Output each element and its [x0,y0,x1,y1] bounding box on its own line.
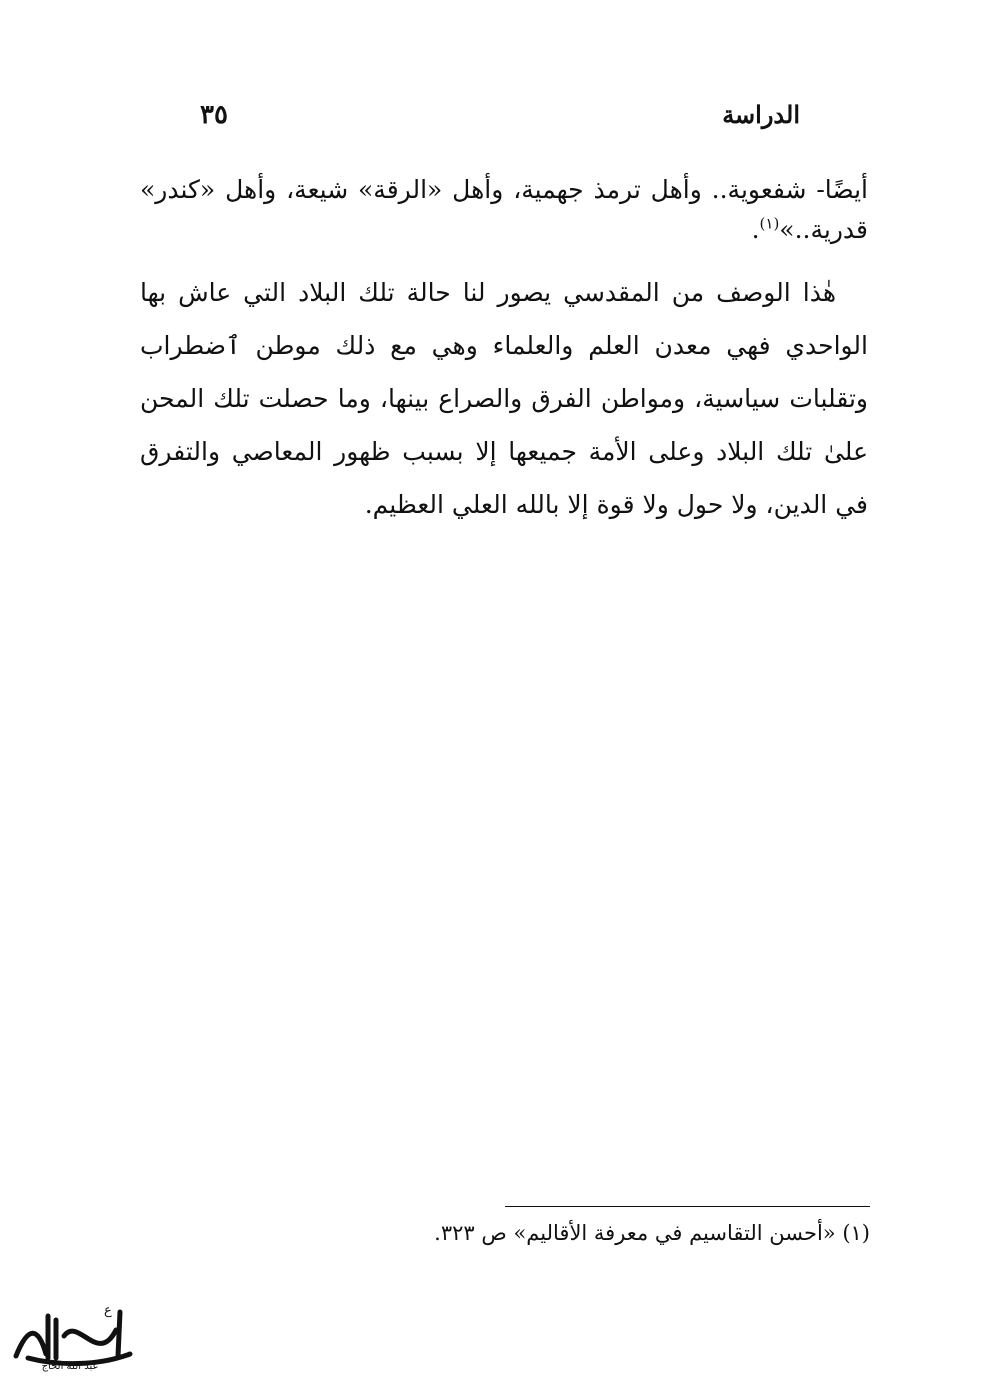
paragraph-text: أيضًا- شفعوية.. وأهل ترمذ جهمية، وأهل «الرقة» شيعة، وأهل «كندر» قدرية..» [140,175,868,244]
calligraphy-logo-icon [8,1296,138,1374]
page-number: ٣٥ [200,100,228,130]
page-body [140,170,868,531]
paragraph-end-mark: . [751,215,760,244]
publisher-logo [8,1296,138,1374]
footnote-reference: (١) [759,214,780,233]
logo-glyph: ع [104,1303,112,1318]
page-header [140,100,800,140]
footnote: (١) «أحسن التقاسيم في معرفة الأقاليم» ص ٣٢٣. [434,1221,870,1245]
paragraph-main: هٰذا الوصف من المقدسي يصور لنا حالة تلك البلاد التي عاش بها الواحدي فهي معدن العلم والعلماء وهي مع ذلك موطن ٱضطراب وتقلبات سياسية، ومواطن الفرق والصراع بينها، وما حصلت تلك المحن علىٰ تلك البلاد وعلى الأمة جميعها إلا بسبب ظهور المعاصي والتفرق في الدين، ولا حول ولا قوة إلا بالله العلي العظيم. [140,278,868,519]
footnote-separator [505,1206,870,1207]
paragraph-continuation [140,170,868,250]
logo-caption: عبد الله الحاج [41,1361,99,1372]
running-title: الدراسة [722,100,800,129]
